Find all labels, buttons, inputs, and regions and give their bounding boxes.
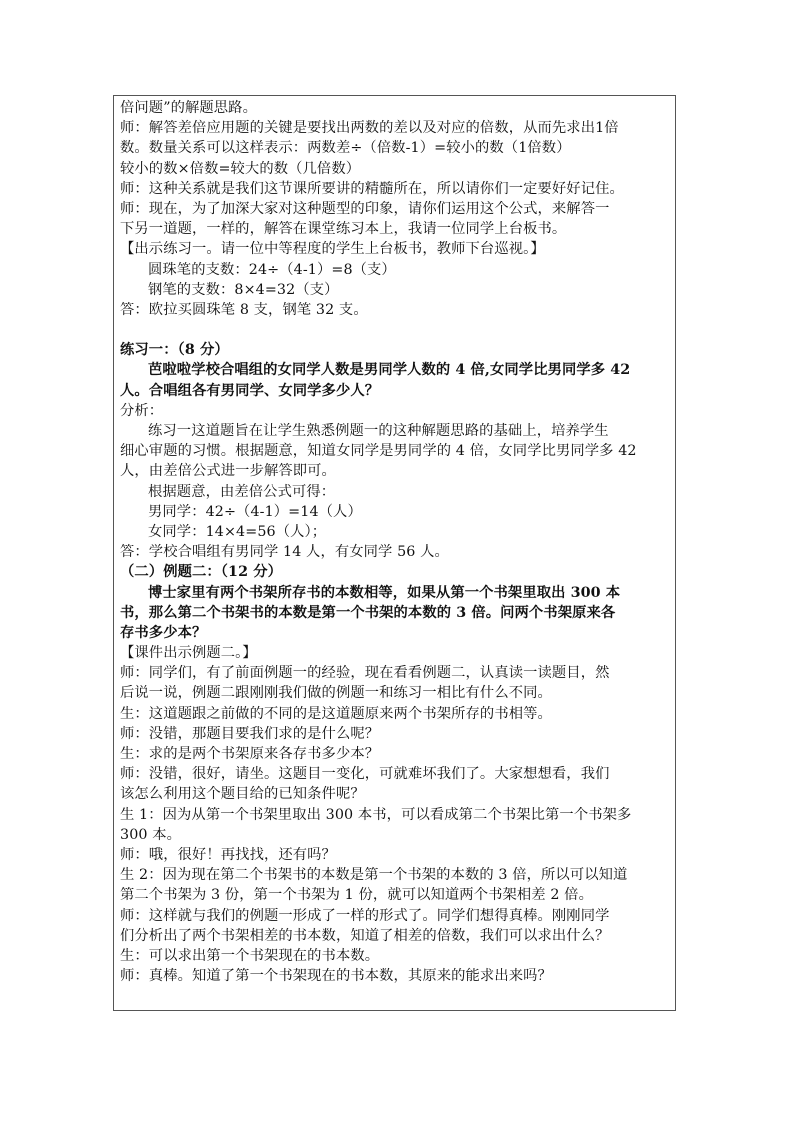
text-line: 答：欧拉买圆珠笔 8 支，钢笔 32 支。 <box>120 301 368 318</box>
text-line: 人，由差倍公式进一步解答即可。 <box>120 463 336 480</box>
text-line: 生：可以求出第一个书架现在的书本数。 <box>120 947 380 964</box>
text-line: 后说一说，例题二跟刚刚我们做的例题一和练习一相比有什么不同。 <box>120 685 552 702</box>
text-line: 男同学：42÷（4-1）=14（人） <box>148 503 362 520</box>
text-line: 答：学校合唱组有男同学 14 人，有女同学 56 人。 <box>120 544 449 561</box>
text-line: 钢笔的支数：8×4=32（支） <box>148 281 339 298</box>
section-heading: （二）例题二：（12 分） <box>120 564 282 581</box>
text-line: 师：现在，为了加深大家对这种题型的印象，请你们运用这个公式，来解答一 <box>120 200 610 217</box>
text-line: 细心审题的习惯。根据题意，知道女同学是男同学的 4 倍，女同学比男同学多 42 <box>120 443 637 460</box>
problem-text: 书，那么第二个书架书的本数是第一个书架的本数的 3 倍。问两个书架原来各 <box>120 604 616 621</box>
text-line: 师：这样就与我们的例题一形成了一样的形式了。同学们想得真棒。刚刚同学 <box>120 907 610 924</box>
text-line: 分析： <box>120 402 164 419</box>
text-line: 师：这种关系就是我们这节课所要讲的精髓所在，所以请你们一定要好好记住。 <box>120 180 624 197</box>
problem-text: 人。合唱组各有男同学、女同学多少人？ <box>120 382 380 399</box>
text-line: 第二个书架为 3 份，第一个书架为 1 份，就可以知道两个书架相差 2 倍。 <box>120 887 593 904</box>
problem-text: 芭啦啦学校合唱组的女同学人数是男同学人数的 4 倍,女同学比男同学多 42 <box>148 362 631 379</box>
text-line: 们分析出了两个书架相差的书本数，知道了相差的倍数，我们可以求出什么？ <box>120 927 610 944</box>
text-line: 生：求的是两个书架原来各存书多少本？ <box>120 746 380 762</box>
section-heading: 练习一：（8 分） <box>120 342 229 359</box>
problem-text: 博士家里有两个书架所存书的本数相等，如果从第一个书架里取出 300 本 <box>148 584 621 601</box>
text-line: 生：这道题跟之前做的不同的是这道题原来两个书架所存的书相等。 <box>120 705 552 722</box>
text-line: 下另一道题，一样的，解答在课堂练习本上，我请一位同学上台板书。 <box>120 221 567 238</box>
text-line: 师：解答差倍应用题的关键是要找出两数的差以及对应的倍数，从而先求出1倍 <box>120 120 619 137</box>
text-line: 根据题意，由差倍公式可得： <box>148 483 336 500</box>
text-line: 较小的数×倍数=较大的数（几倍数） <box>120 160 361 177</box>
text-line: 圆珠笔的支数：24÷（4-1）=8（支） <box>148 261 396 278</box>
text-line: 师：哦，很好！再找找，还有吗？ <box>120 846 336 863</box>
blank-line <box>120 320 669 340</box>
text-line: 【课件出示例题二。】 <box>120 645 257 662</box>
problem-text: 存书多少本？ <box>120 624 207 641</box>
text-line: 女同学：14×4=56（人）； <box>148 523 327 540</box>
text-line: 生 2：因为现在第二个书架书的本数是第一个书架的本数的 3 倍，所以可以知道 <box>120 867 628 884</box>
text-line: 生 1：因为从第一个书架里取出 300 本书，可以看成第二个书架比第一个书架多 <box>120 806 632 823</box>
text-line: 师：真棒。知道了第一个书架现在的书本数，其原来的能求出来吗？ <box>120 968 552 985</box>
text-line: 倍问题”的解题思路。 <box>120 100 257 116</box>
text-line: 【出示练习一。请一位中等程度的学生上台板书，教师下台巡视。】 <box>120 241 545 258</box>
text-line: 练习一这道题旨在让学生熟悉例题一的这种解题思路的基础上，培养学生 <box>148 423 609 439</box>
text-line: 师：没错，那题目要我们求的是什么呢？ <box>120 725 380 742</box>
text-line: 数。数量关系可以这样表示：两数差÷（倍数-1）=较小的数（1倍数） <box>120 140 571 157</box>
text-line: 师：同学们，有了前面例题一的经验，现在看看例题二，认真读一读题目，然 <box>120 665 610 682</box>
text-line: 该怎么利用这个题目给的已知条件呢？ <box>120 786 365 803</box>
content-frame <box>113 95 676 1011</box>
text-line: 300 本。 <box>120 826 182 843</box>
text-line: 师：没错，很好，请坐。这题目一变化，可就难坏我们了。大家想想看，我们 <box>120 766 610 783</box>
